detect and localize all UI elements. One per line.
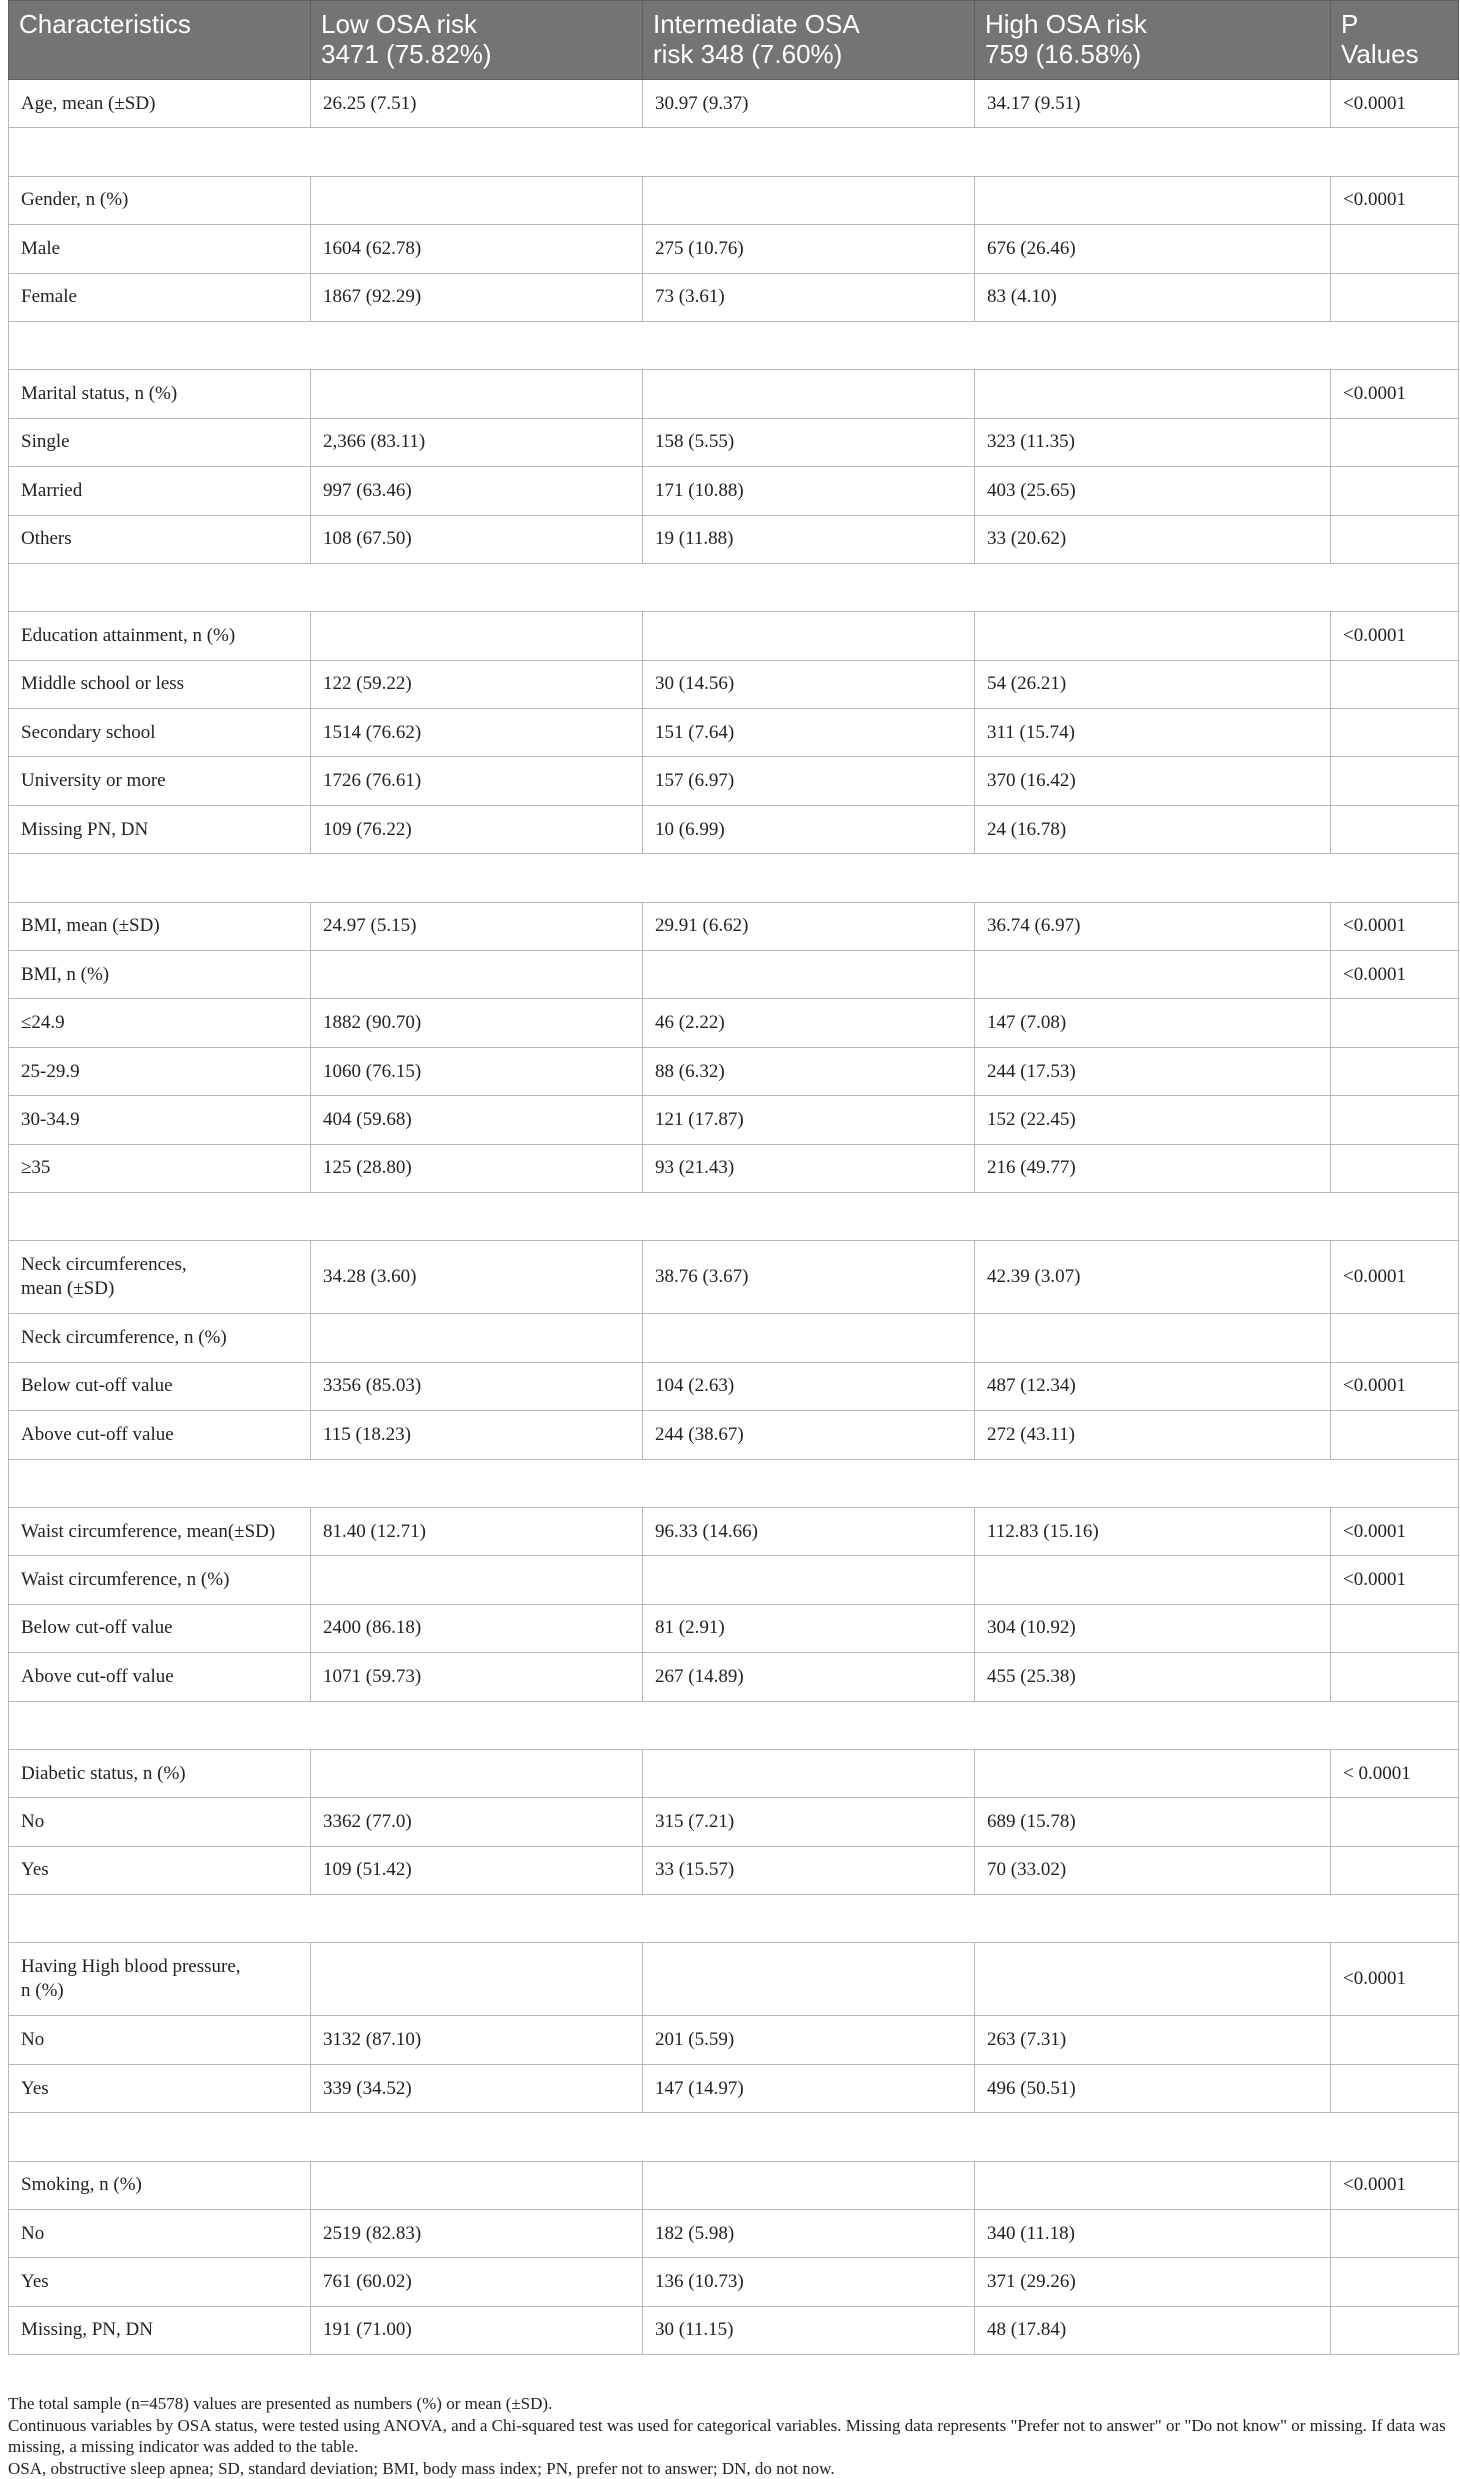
cell-characteristic: Married xyxy=(9,467,311,515)
cell-high-risk xyxy=(975,612,1331,660)
cell-characteristic: Gender, n (%) xyxy=(9,176,311,224)
spacer-cell xyxy=(975,321,1331,369)
spacer-row xyxy=(9,1459,1459,1507)
spacer-cell xyxy=(9,2113,311,2161)
spacer-cell xyxy=(975,563,1331,611)
cell-p-value xyxy=(1331,1047,1459,1095)
cell-p-value: <0.0001 xyxy=(1331,951,1459,999)
table-row xyxy=(9,612,1459,660)
cell-low-risk xyxy=(311,612,643,660)
cell-characteristic: Secondary school xyxy=(9,709,311,757)
cell-characteristic: 25-29.9 xyxy=(9,1047,311,1095)
cell-low-risk xyxy=(311,1556,643,1604)
cell-intermediate-risk: 171 (10.88) xyxy=(643,467,975,515)
cell-low-risk: 1514 (76.62) xyxy=(311,709,643,757)
cell-p-value xyxy=(1331,1411,1459,1459)
table-row xyxy=(9,1556,1459,1604)
cell-intermediate-risk xyxy=(643,951,975,999)
cell-intermediate-risk xyxy=(643,612,975,660)
footnote-methods: Continuous variables by OSA status, were tested using ANOVA, and a Chi-squared test was used for categorical variables. Missing data represents "Prefer not to answer" or "Do not know" or missing. If data was missing, a missing indicator was added to the table. xyxy=(8,2415,1448,2458)
cell-low-risk: 24.97 (5.15) xyxy=(311,902,643,950)
cell-characteristic: No xyxy=(9,1798,311,1846)
cell-p-value: <0.0001 xyxy=(1331,80,1459,128)
spacer-cell xyxy=(311,1459,643,1507)
cell-low-risk: 1882 (90.70) xyxy=(311,999,643,1047)
cell-intermediate-risk: 104 (2.63) xyxy=(643,1362,975,1410)
spacer-cell xyxy=(975,854,1331,902)
table-row xyxy=(9,1241,1459,1314)
cell-high-risk: 244 (17.53) xyxy=(975,1047,1331,1095)
spacer-cell xyxy=(643,2113,975,2161)
cell-intermediate-risk: 275 (10.76) xyxy=(643,225,975,273)
table-row xyxy=(9,176,1459,224)
spacer-cell xyxy=(975,1701,1331,1749)
cell-characteristic: Missing PN, DN xyxy=(9,805,311,853)
cell-p-value: <0.0001 xyxy=(1331,370,1459,418)
table-row xyxy=(9,515,1459,563)
table-row xyxy=(9,273,1459,321)
cell-characteristic: Below cut-off value xyxy=(9,1604,311,1652)
cell-intermediate-risk: 267 (14.89) xyxy=(643,1653,975,1701)
cell-low-risk: 108 (67.50) xyxy=(311,515,643,563)
cell-p-value xyxy=(1331,1653,1459,1701)
spacer-cell xyxy=(311,321,643,369)
cell-low-risk xyxy=(311,951,643,999)
cell-high-risk: 216 (49.77) xyxy=(975,1144,1331,1192)
table-header-row xyxy=(9,1,1459,80)
cell-low-risk: 1726 (76.61) xyxy=(311,757,643,805)
cell-low-risk: 109 (76.22) xyxy=(311,805,643,853)
cell-characteristic: Female xyxy=(9,273,311,321)
table-row xyxy=(9,1507,1459,1555)
cell-high-risk: 323 (11.35) xyxy=(975,418,1331,466)
cell-characteristic: Neck circumference, n (%) xyxy=(9,1314,311,1362)
spacer-cell xyxy=(311,1895,643,1943)
cell-intermediate-risk: 158 (5.55) xyxy=(643,418,975,466)
cell-characteristic: BMI, n (%) xyxy=(9,951,311,999)
spacer-row xyxy=(9,1895,1459,1943)
footnote-sample: The total sample (n=4578) values are presented as numbers (%) or mean (±SD). xyxy=(8,2393,1448,2415)
cell-intermediate-risk xyxy=(643,1943,975,2016)
table-container xyxy=(8,0,1458,2355)
cell-p-value xyxy=(1331,515,1459,563)
cell-high-risk: 340 (11.18) xyxy=(975,2210,1331,2258)
characteristics-table xyxy=(8,0,1459,2355)
cell-intermediate-risk: 201 (5.59) xyxy=(643,2016,975,2064)
spacer-cell xyxy=(9,1459,311,1507)
table-row xyxy=(9,1411,1459,1459)
cell-p-value: <0.0001 xyxy=(1331,1241,1459,1314)
spacer-cell xyxy=(311,563,643,611)
spacer-cell xyxy=(9,1701,311,1749)
table-row xyxy=(9,1749,1459,1797)
spacer-row xyxy=(9,2113,1459,2161)
spacer-cell xyxy=(643,321,975,369)
cell-characteristic: Yes xyxy=(9,2258,311,2306)
table-row xyxy=(9,709,1459,757)
cell-intermediate-risk xyxy=(643,1556,975,1604)
header-p-values: P Values xyxy=(1331,1,1459,80)
header-low-osa-risk: Low OSA risk 3471 (75.82%) xyxy=(311,1,643,80)
cell-intermediate-risk: 315 (7.21) xyxy=(643,1798,975,1846)
cell-high-risk: 42.39 (3.07) xyxy=(975,1241,1331,1314)
cell-p-value: <0.0001 xyxy=(1331,1507,1459,1555)
table-row xyxy=(9,1653,1459,1701)
table-row xyxy=(9,757,1459,805)
cell-low-risk: 3356 (85.03) xyxy=(311,1362,643,1410)
cell-high-risk: 676 (26.46) xyxy=(975,225,1331,273)
cell-high-risk xyxy=(975,1749,1331,1797)
spacer-cell xyxy=(311,128,643,176)
cell-high-risk: 487 (12.34) xyxy=(975,1362,1331,1410)
table-row xyxy=(9,1314,1459,1362)
table-row xyxy=(9,805,1459,853)
cell-intermediate-risk: 30 (14.56) xyxy=(643,660,975,708)
cell-p-value: <0.0001 xyxy=(1331,1556,1459,1604)
cell-intermediate-risk: 147 (14.97) xyxy=(643,2064,975,2112)
cell-low-risk: 339 (34.52) xyxy=(311,2064,643,2112)
cell-low-risk: 404 (59.68) xyxy=(311,1096,643,1144)
cell-low-risk xyxy=(311,1749,643,1797)
cell-intermediate-risk: 10 (6.99) xyxy=(643,805,975,853)
cell-low-risk xyxy=(311,176,643,224)
footnote-abbreviations: OSA, obstructive sleep apnea; SD, standard deviation; BMI, body mass index; PN, prefer not to answer; DN, do not now. xyxy=(8,2458,1448,2479)
cell-low-risk xyxy=(311,1314,643,1362)
table-row xyxy=(9,951,1459,999)
cell-low-risk: 122 (59.22) xyxy=(311,660,643,708)
cell-intermediate-risk: 93 (21.43) xyxy=(643,1144,975,1192)
cell-characteristic: 30-34.9 xyxy=(9,1096,311,1144)
cell-intermediate-risk: 136 (10.73) xyxy=(643,2258,975,2306)
cell-high-risk: 24 (16.78) xyxy=(975,805,1331,853)
cell-p-value: <0.0001 xyxy=(1331,2161,1459,2209)
spacer-cell xyxy=(975,1895,1331,1943)
cell-characteristic: Missing, PN, DN xyxy=(9,2306,311,2354)
cell-low-risk xyxy=(311,370,643,418)
cell-p-value xyxy=(1331,1314,1459,1362)
cell-intermediate-risk xyxy=(643,176,975,224)
cell-p-value xyxy=(1331,225,1459,273)
cell-low-risk: 109 (51.42) xyxy=(311,1846,643,1894)
spacer-row xyxy=(9,563,1459,611)
spacer-cell xyxy=(1331,1701,1459,1749)
cell-high-risk: 272 (43.11) xyxy=(975,1411,1331,1459)
cell-characteristic: Age, mean (±SD) xyxy=(9,80,311,128)
cell-p-value xyxy=(1331,2016,1459,2064)
table-row xyxy=(9,370,1459,418)
table-row xyxy=(9,418,1459,466)
cell-high-risk: 304 (10.92) xyxy=(975,1604,1331,1652)
cell-p-value: <0.0001 xyxy=(1331,1943,1459,2016)
cell-characteristic: Others xyxy=(9,515,311,563)
spacer-row xyxy=(9,854,1459,902)
spacer-cell xyxy=(1331,321,1459,369)
spacer-cell xyxy=(643,563,975,611)
cell-characteristic: ≤24.9 xyxy=(9,999,311,1047)
cell-characteristic: ≥35 xyxy=(9,1144,311,1192)
spacer-cell xyxy=(311,1192,643,1240)
cell-p-value xyxy=(1331,1144,1459,1192)
cell-low-risk: 1071 (59.73) xyxy=(311,1653,643,1701)
cell-characteristic: Single xyxy=(9,418,311,466)
cell-characteristic: Middle school or less xyxy=(9,660,311,708)
cell-p-value xyxy=(1331,1846,1459,1894)
cell-low-risk: 115 (18.23) xyxy=(311,1411,643,1459)
cell-intermediate-risk: 182 (5.98) xyxy=(643,2210,975,2258)
cell-intermediate-risk: 29.91 (6.62) xyxy=(643,902,975,950)
cell-intermediate-risk: 121 (17.87) xyxy=(643,1096,975,1144)
cell-p-value xyxy=(1331,1604,1459,1652)
cell-low-risk: 125 (28.80) xyxy=(311,1144,643,1192)
table-row xyxy=(9,2258,1459,2306)
table-row xyxy=(9,2210,1459,2258)
spacer-cell xyxy=(643,1459,975,1507)
cell-high-risk: 263 (7.31) xyxy=(975,2016,1331,2064)
table-row xyxy=(9,1096,1459,1144)
cell-high-risk xyxy=(975,2161,1331,2209)
table-row xyxy=(9,2016,1459,2064)
cell-high-risk: 54 (26.21) xyxy=(975,660,1331,708)
spacer-row xyxy=(9,1192,1459,1240)
table-row xyxy=(9,999,1459,1047)
cell-characteristic: Having High blood pressure, n (%) xyxy=(9,1943,311,2016)
spacer-cell xyxy=(643,1895,975,1943)
table-row xyxy=(9,80,1459,128)
header-characteristics: Characteristics xyxy=(9,1,311,80)
cell-p-value: <0.0001 xyxy=(1331,902,1459,950)
cell-characteristic: Above cut-off value xyxy=(9,1653,311,1701)
cell-low-risk xyxy=(311,2161,643,2209)
table-row xyxy=(9,2161,1459,2209)
cell-characteristic: Above cut-off value xyxy=(9,1411,311,1459)
spacer-cell xyxy=(643,854,975,902)
cell-characteristic: BMI, mean (±SD) xyxy=(9,902,311,950)
spacer-cell xyxy=(311,854,643,902)
cell-high-risk xyxy=(975,951,1331,999)
table-row xyxy=(9,467,1459,515)
cell-intermediate-risk: 96.33 (14.66) xyxy=(643,1507,975,1555)
cell-p-value: <0.0001 xyxy=(1331,612,1459,660)
cell-p-value xyxy=(1331,467,1459,515)
spacer-cell xyxy=(975,2113,1331,2161)
cell-p-value xyxy=(1331,273,1459,321)
cell-high-risk: 371 (29.26) xyxy=(975,2258,1331,2306)
table-row xyxy=(9,1362,1459,1410)
cell-characteristic: Yes xyxy=(9,1846,311,1894)
cell-high-risk: 455 (25.38) xyxy=(975,1653,1331,1701)
cell-low-risk: 34.28 (3.60) xyxy=(311,1241,643,1314)
cell-p-value xyxy=(1331,2210,1459,2258)
cell-intermediate-risk: 157 (6.97) xyxy=(643,757,975,805)
spacer-cell xyxy=(1331,854,1459,902)
spacer-cell xyxy=(975,1459,1331,1507)
cell-characteristic: No xyxy=(9,2016,311,2064)
cell-high-risk xyxy=(975,370,1331,418)
cell-p-value xyxy=(1331,2258,1459,2306)
table-row xyxy=(9,1943,1459,2016)
cell-intermediate-risk: 88 (6.32) xyxy=(643,1047,975,1095)
cell-intermediate-risk: 30.97 (9.37) xyxy=(643,80,975,128)
cell-low-risk: 1060 (76.15) xyxy=(311,1047,643,1095)
spacer-cell xyxy=(311,2113,643,2161)
table-row xyxy=(9,660,1459,708)
spacer-cell xyxy=(9,128,311,176)
cell-high-risk xyxy=(975,176,1331,224)
header-high-osa-risk: High OSA risk 759 (16.58%) xyxy=(975,1,1331,80)
cell-low-risk: 3362 (77.0) xyxy=(311,1798,643,1846)
cell-characteristic: Male xyxy=(9,225,311,273)
cell-characteristic: Below cut-off value xyxy=(9,1362,311,1410)
table-row xyxy=(9,225,1459,273)
cell-high-risk: 112.83 (15.16) xyxy=(975,1507,1331,1555)
spacer-cell xyxy=(975,128,1331,176)
cell-low-risk: 3132 (87.10) xyxy=(311,2016,643,2064)
spacer-cell xyxy=(1331,1459,1459,1507)
cell-p-value xyxy=(1331,660,1459,708)
cell-p-value: < 0.0001 xyxy=(1331,1749,1459,1797)
cell-high-risk: 34.17 (9.51) xyxy=(975,80,1331,128)
spacer-row xyxy=(9,321,1459,369)
cell-high-risk: 496 (50.51) xyxy=(975,2064,1331,2112)
spacer-cell xyxy=(1331,1895,1459,1943)
cell-characteristic: Yes xyxy=(9,2064,311,2112)
header-intermediate-osa-risk: Intermediate OSA risk 348 (7.60%) xyxy=(643,1,975,80)
cell-low-risk: 81.40 (12.71) xyxy=(311,1507,643,1555)
cell-characteristic: Diabetic status, n (%) xyxy=(9,1749,311,1797)
cell-high-risk: 147 (7.08) xyxy=(975,999,1331,1047)
cell-high-risk: 311 (15.74) xyxy=(975,709,1331,757)
cell-intermediate-risk xyxy=(643,2161,975,2209)
cell-intermediate-risk: 244 (38.67) xyxy=(643,1411,975,1459)
cell-p-value xyxy=(1331,999,1459,1047)
cell-intermediate-risk: 151 (7.64) xyxy=(643,709,975,757)
cell-p-value xyxy=(1331,2306,1459,2354)
table-row xyxy=(9,1047,1459,1095)
cell-intermediate-risk: 46 (2.22) xyxy=(643,999,975,1047)
cell-high-risk: 403 (25.65) xyxy=(975,467,1331,515)
spacer-cell xyxy=(1331,128,1459,176)
spacer-cell xyxy=(1331,563,1459,611)
spacer-cell xyxy=(975,1192,1331,1240)
cell-high-risk: 152 (22.45) xyxy=(975,1096,1331,1144)
cell-characteristic: Waist circumference, mean(±SD) xyxy=(9,1507,311,1555)
cell-intermediate-risk: 38.76 (3.67) xyxy=(643,1241,975,1314)
cell-low-risk: 2,366 (83.11) xyxy=(311,418,643,466)
cell-p-value: <0.0001 xyxy=(1331,1362,1459,1410)
cell-high-risk xyxy=(975,1556,1331,1604)
spacer-cell xyxy=(1331,1192,1459,1240)
spacer-cell xyxy=(9,1895,311,1943)
cell-low-risk: 2519 (82.83) xyxy=(311,2210,643,2258)
cell-p-value xyxy=(1331,2064,1459,2112)
cell-intermediate-risk: 19 (11.88) xyxy=(643,515,975,563)
table-row xyxy=(9,1798,1459,1846)
cell-intermediate-risk: 81 (2.91) xyxy=(643,1604,975,1652)
spacer-cell xyxy=(311,1701,643,1749)
cell-characteristic: No xyxy=(9,2210,311,2258)
spacer-cell xyxy=(643,1701,975,1749)
table-row xyxy=(9,2064,1459,2112)
cell-low-risk: 1867 (92.29) xyxy=(311,273,643,321)
cell-low-risk: 997 (63.46) xyxy=(311,467,643,515)
cell-low-risk: 761 (60.02) xyxy=(311,2258,643,2306)
cell-characteristic: Smoking, n (%) xyxy=(9,2161,311,2209)
cell-high-risk xyxy=(975,1943,1331,2016)
cell-high-risk xyxy=(975,1314,1331,1362)
spacer-row xyxy=(9,1701,1459,1749)
cell-characteristic: Neck circumferences, mean (±SD) xyxy=(9,1241,311,1314)
spacer-cell xyxy=(643,1192,975,1240)
cell-low-risk: 26.25 (7.51) xyxy=(311,80,643,128)
table-body xyxy=(9,80,1459,2355)
cell-intermediate-risk: 30 (11.15) xyxy=(643,2306,975,2354)
cell-characteristic: Waist circumference, n (%) xyxy=(9,1556,311,1604)
cell-p-value xyxy=(1331,1096,1459,1144)
cell-low-risk xyxy=(311,1943,643,2016)
cell-high-risk: 48 (17.84) xyxy=(975,2306,1331,2354)
cell-intermediate-risk xyxy=(643,370,975,418)
table-footnotes xyxy=(8,2393,1448,2479)
cell-p-value xyxy=(1331,757,1459,805)
cell-low-risk: 1604 (62.78) xyxy=(311,225,643,273)
cell-p-value xyxy=(1331,805,1459,853)
spacer-cell xyxy=(9,1192,311,1240)
cell-intermediate-risk: 33 (15.57) xyxy=(643,1846,975,1894)
cell-p-value xyxy=(1331,709,1459,757)
spacer-cell xyxy=(9,854,311,902)
spacer-cell xyxy=(9,321,311,369)
cell-p-value xyxy=(1331,1798,1459,1846)
cell-characteristic: Marital status, n (%) xyxy=(9,370,311,418)
cell-intermediate-risk xyxy=(643,1749,975,1797)
cell-characteristic: University or more xyxy=(9,757,311,805)
spacer-row xyxy=(9,128,1459,176)
spacer-cell xyxy=(1331,2113,1459,2161)
table-row xyxy=(9,1604,1459,1652)
cell-high-risk: 70 (33.02) xyxy=(975,1846,1331,1894)
table-row xyxy=(9,2306,1459,2354)
cell-intermediate-risk: 73 (3.61) xyxy=(643,273,975,321)
cell-high-risk: 689 (15.78) xyxy=(975,1798,1331,1846)
cell-high-risk: 370 (16.42) xyxy=(975,757,1331,805)
cell-intermediate-risk xyxy=(643,1314,975,1362)
cell-characteristic: Education attainment, n (%) xyxy=(9,612,311,660)
spacer-cell xyxy=(643,128,975,176)
spacer-cell xyxy=(9,563,311,611)
cell-high-risk: 33 (20.62) xyxy=(975,515,1331,563)
cell-p-value xyxy=(1331,418,1459,466)
cell-p-value: <0.0001 xyxy=(1331,176,1459,224)
cell-low-risk: 191 (71.00) xyxy=(311,2306,643,2354)
table-row xyxy=(9,902,1459,950)
table-row xyxy=(9,1144,1459,1192)
cell-high-risk: 83 (4.10) xyxy=(975,273,1331,321)
table-row xyxy=(9,1846,1459,1894)
cell-low-risk: 2400 (86.18) xyxy=(311,1604,643,1652)
cell-high-risk: 36.74 (6.97) xyxy=(975,902,1331,950)
